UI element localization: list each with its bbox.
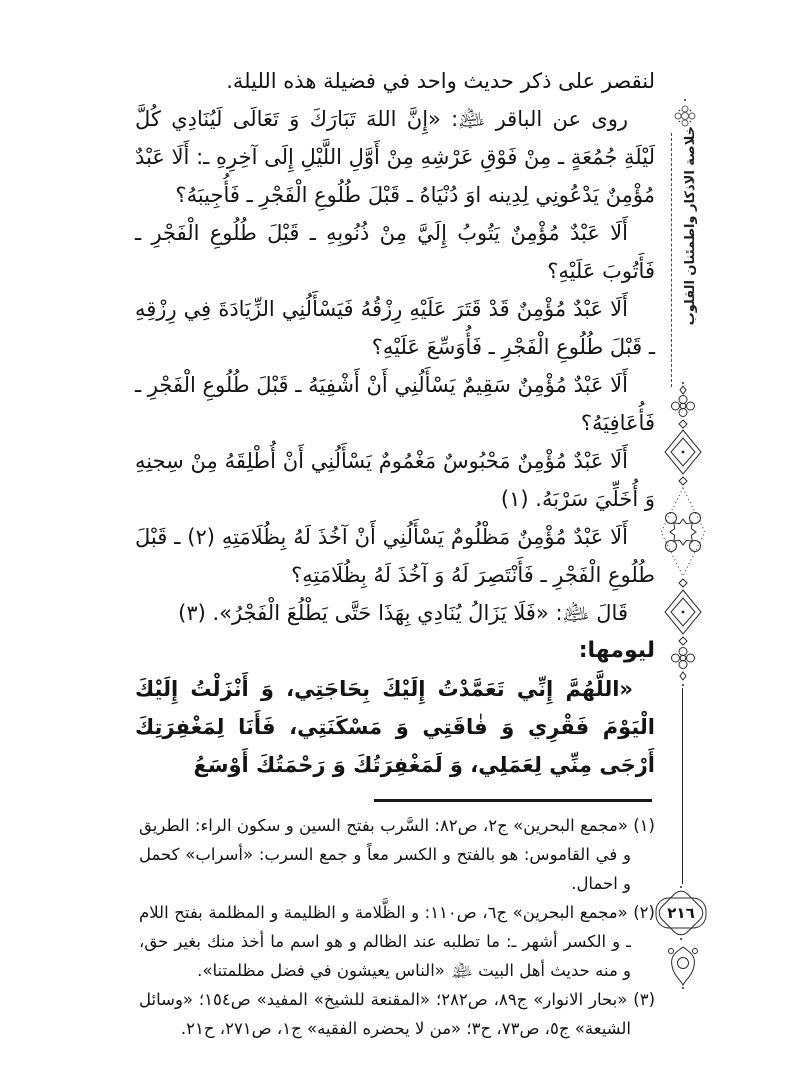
band-rule-solid: [682, 688, 683, 884]
footnote-item: (١) «مجمع البحرين» ج٢، ص٨٢: السَّرب بفتح السين و سكون الراء: الطريق و في القاموس: هو بالفتح و الكسر معاً و جمع السرب: «أسراب» كحمل و احمال.: [139, 816, 655, 893]
footnote-separator: [374, 799, 652, 802]
footnote-item: (٢) «مجمع البحرين» ج٦، ص١١٠: و الظَّلامة و الظليمة و المظلمة بفتح اللام ـ و الكسر أشهر ـ: ما تطلبه عند الظالم و هو اسم ما أخذ منك بغير حق، و منه حديث أهل البيت ﵈ «الناس يعيشون في فضل مظلمتنا».: [139, 903, 655, 980]
footnotes-block: [139, 811, 655, 1043]
body-paragraph: لنقصر على ذكر حديث واحد في فضيلة هذه الليلة.: [226, 69, 655, 93]
body-paragraph: روى عن الباقر ﵇: «إِنَّ اللهَ تَبَارَكَ وَ تَعَالَى لَيُنَادِي كُلَّ لَيْلَةِ جُمُعَةٍ ـ مِنْ فَوْقِ عَرْشِهِ مِنْ أَوَّلِ اللَّيْلِ إِلَى آخِرِهِ ـ: أَلَا عَبْدٌ مُؤْمِنٌ يَدْعُونِي لِدِينه اوَ دُنْيَاهُ ـ قَبْلَ طُلُوعِ الْفَجْرِ ـ فَأُجِيبَهُ؟: [135, 107, 655, 207]
book-title-vertical: خلاصة الاذكار واطمئنان القلوب: [683, 126, 698, 326]
floral-drop-icon: [665, 942, 701, 990]
body-paragraph: أَلَا عَبْدٌ مُؤْمِنٌ قَدْ قَتَرَ عَلَيْهِ رِزْقُهُ فَيَسْأَلُنِي الزِّيَادَةَ فِي رِزْقِهِ ـ قَبْلَ طُلُوعِ الْفَجْرِ ـ فَأُوَسِّعَ عَلَيْهِ؟: [135, 297, 655, 359]
main-text-block: [135, 62, 655, 784]
body-paragraph: قَالَ ﵇: «فَلَا يَزَالُ يُنَادِي بِهَذَا حَتَّى يَطْلُعَ الْفَجْرُ». (٣): [178, 601, 628, 625]
body-paragraph: أَلَا عَبْدٌ مُؤْمِنٌ يَتُوبُ إِلَيَّ مِنْ ذُنُوبِهِ ـ قَبْلَ طُلُوعِ الْفَجْرِ ـ فَأَتُوبَ عَلَيْهِ؟: [135, 221, 655, 283]
section-heading: ليومها:: [578, 638, 655, 663]
body-paragraph: أَلَا عَبْدٌ مُؤْمِنٌ مَظْلُومٌ يَسْأَلُنِي أَنْ آخُذَ لَهُ بِظُلَامَتِهِ (٢) ـ قَبْلَ طُلُوعِ الْفَجْرِ ـ فَأَنْتَصِرَ لَهُ وَ آخُذَ لَهُ بِظُلَامَتِهِ؟: [135, 525, 655, 587]
floral-finial-icon: [667, 94, 703, 130]
body-paragraph: أَلَا عَبْدٌ مُؤْمِنٌ مَحْبُوسٌ مَغْمُومٌ يَسْأَلُنِي أَنْ أُطْلِقَهُ مِنْ سِجنِهِ وَ أُخَلِّيَ سَرْبَهُ. (١): [135, 449, 655, 511]
page-number-cartouche: [649, 883, 713, 943]
page-number: ٢١٦: [667, 904, 695, 922]
body-paragraph: أَلَا عَبْدٌ مُؤْمِنٌ سَقِيمٌ يَسْأَلُنِي أَنْ أَشْفِيَهُ ـ قَبْلَ طُلُوعِ الْفَجْرِ ـ فَأُعَافِيَهُ؟: [135, 373, 655, 435]
arabesque-medallion-chain-icon: [659, 380, 707, 690]
dua-paragraph: «اللَّهُمَّ إِنِّي تَعَمَّدْتُ إِلَيْكَ بِحَاجَتِي، وَ أَنْزَلْتُ إِلَيْكَ الْيَوْمَ فَقْرِي وَ فٰاقَتِي وَ مَسْكَنَتِي، فَأَنَا لِمَغْفِرَتِكَ أَرْجَى مِنِّي لِعَمَلِي، وَ لَمَغْفِرَتُكَ وَ رَحْمَتُكَ أَوْسَعُ: [135, 677, 655, 777]
scalloped-cartouche-icon: [649, 883, 713, 943]
footnote-item: (٣) «بحار الانوار» ج٨٩، ص٢٨٢؛ «المقنعة للشيخ» المفيد» ص١٥٤؛ «وسائل الشيعة» ج٥، ص٧٣، ح٣؛ «من لا يحضره الفقيه» ج١، ص٢٧١، ح٢١.: [139, 990, 655, 1038]
band-rule-dashed: [671, 133, 672, 387]
